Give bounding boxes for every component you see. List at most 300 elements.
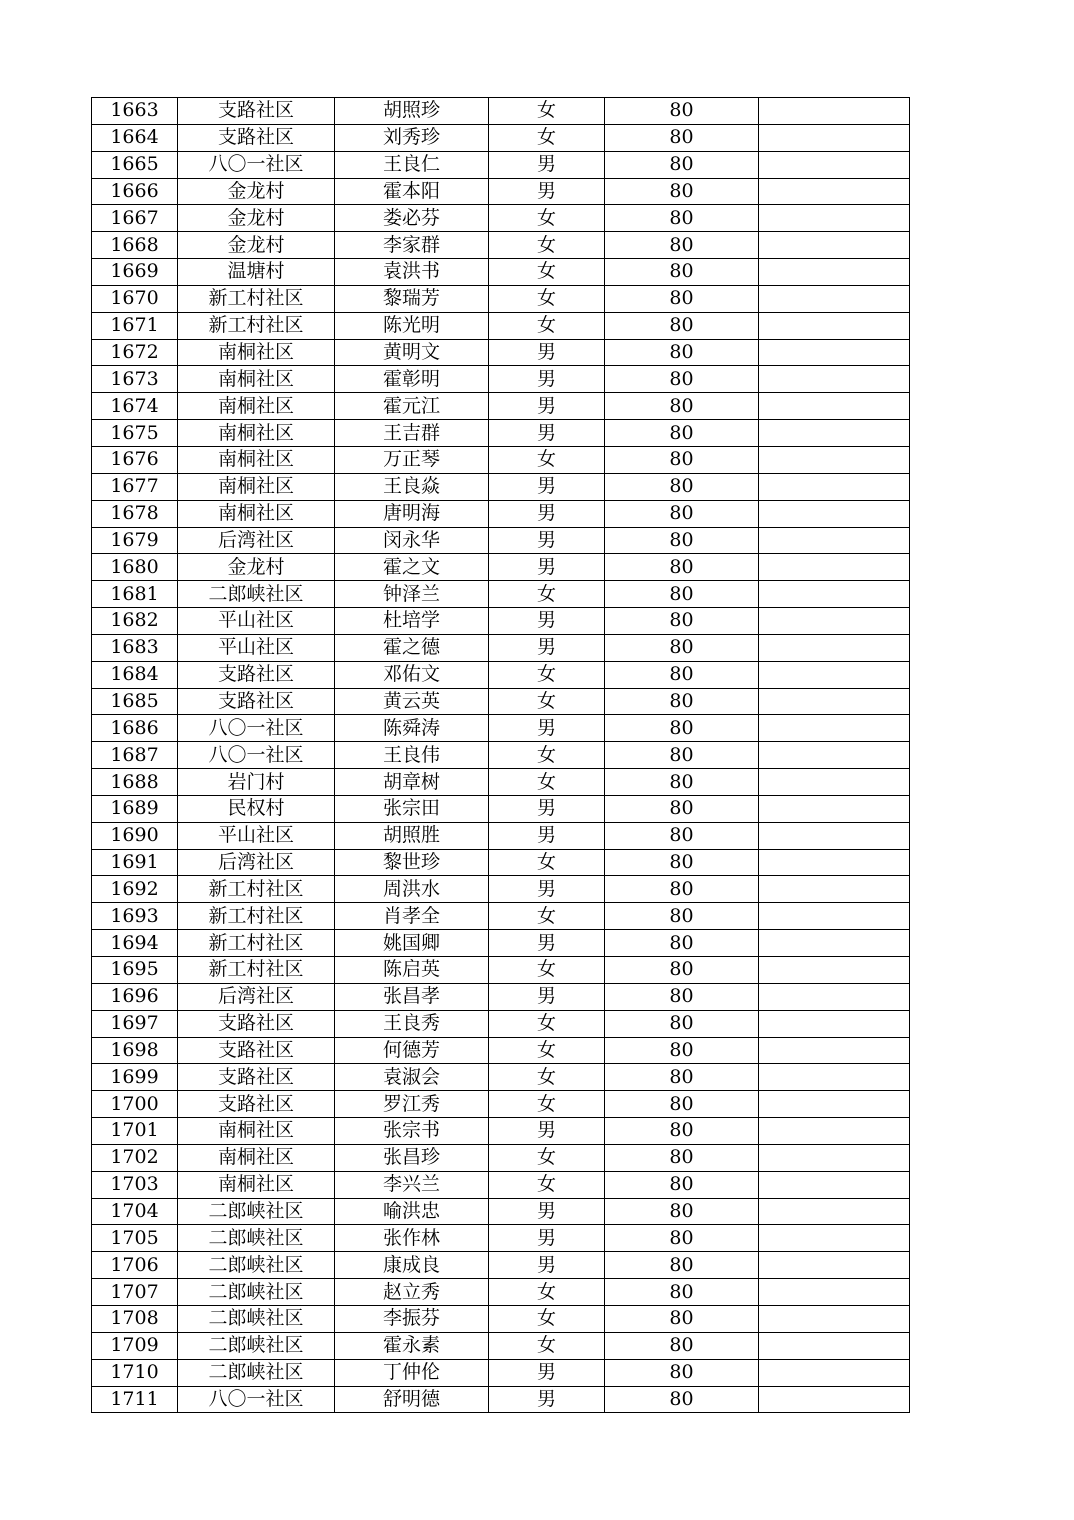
table-row (92, 285, 910, 312)
community-cell: 新工村社区 (178, 930, 335, 957)
community-cell: 南桐社区 (178, 500, 335, 527)
community-cell: 新工村社区 (178, 903, 335, 930)
remark-cell (759, 312, 910, 339)
serial-number-cell: 1706 (92, 1252, 178, 1279)
remark-cell (759, 1198, 910, 1225)
gender-cell: 女 (489, 1305, 605, 1332)
remark-cell (759, 849, 910, 876)
gender-cell: 女 (489, 446, 605, 473)
community-cell: 八〇一社区 (178, 151, 335, 178)
serial-number-cell: 1707 (92, 1279, 178, 1306)
remark-cell (759, 1091, 910, 1118)
gender-cell: 女 (489, 581, 605, 608)
community-cell: 南桐社区 (178, 473, 335, 500)
serial-number-cell: 1698 (92, 1037, 178, 1064)
table-row (92, 715, 910, 742)
remark-cell (759, 205, 910, 232)
serial-number-cell: 1693 (92, 903, 178, 930)
gender-cell: 女 (489, 903, 605, 930)
table-row (92, 1064, 910, 1091)
name-cell: 杜培学 (335, 608, 489, 635)
gender-cell: 男 (489, 366, 605, 393)
age-cell: 80 (605, 1171, 759, 1198)
table-row (92, 259, 910, 286)
community-cell: 南桐社区 (178, 420, 335, 447)
community-cell: 温塘村 (178, 259, 335, 286)
name-cell: 张作林 (335, 1225, 489, 1252)
age-cell: 80 (605, 366, 759, 393)
community-cell: 二郎峡社区 (178, 1225, 335, 1252)
table-row (92, 527, 910, 554)
community-cell: 南桐社区 (178, 1171, 335, 1198)
age-cell: 80 (605, 1144, 759, 1171)
table-row (92, 581, 910, 608)
serial-number-cell: 1677 (92, 473, 178, 500)
community-cell: 支路社区 (178, 1091, 335, 1118)
age-cell: 80 (605, 1359, 759, 1386)
gender-cell: 男 (489, 876, 605, 903)
remark-cell (759, 1010, 910, 1037)
remark-cell (759, 661, 910, 688)
remark-cell (759, 930, 910, 957)
age-cell: 80 (605, 1010, 759, 1037)
gender-cell: 男 (489, 930, 605, 957)
age-cell: 80 (605, 1064, 759, 1091)
age-cell: 80 (605, 1305, 759, 1332)
community-cell: 八〇一社区 (178, 742, 335, 769)
age-cell: 80 (605, 822, 759, 849)
table-row (92, 151, 910, 178)
gender-cell: 女 (489, 742, 605, 769)
serial-number-cell: 1663 (92, 98, 178, 125)
community-cell: 支路社区 (178, 1037, 335, 1064)
name-cell: 何德芳 (335, 1037, 489, 1064)
gender-cell: 女 (489, 1010, 605, 1037)
age-cell: 80 (605, 688, 759, 715)
remark-cell (759, 285, 910, 312)
gender-cell: 女 (489, 1332, 605, 1359)
remark-cell (759, 124, 910, 151)
age-cell: 80 (605, 634, 759, 661)
community-cell: 平山社区 (178, 608, 335, 635)
serial-number-cell: 1685 (92, 688, 178, 715)
community-cell: 二郎峡社区 (178, 581, 335, 608)
remark-cell (759, 1225, 910, 1252)
remark-cell (759, 1037, 910, 1064)
name-cell: 张昌孝 (335, 983, 489, 1010)
table-row (92, 446, 910, 473)
serial-number-cell: 1669 (92, 259, 178, 286)
serial-number-cell: 1670 (92, 285, 178, 312)
age-cell: 80 (605, 232, 759, 259)
name-cell: 陈光明 (335, 312, 489, 339)
table-row (92, 1198, 910, 1225)
name-cell: 霍永素 (335, 1332, 489, 1359)
name-cell: 胡照珍 (335, 98, 489, 125)
table-row (92, 930, 910, 957)
serial-number-cell: 1695 (92, 957, 178, 984)
name-cell: 陈舜涛 (335, 715, 489, 742)
name-cell: 周洪水 (335, 876, 489, 903)
age-cell: 80 (605, 1225, 759, 1252)
age-cell: 80 (605, 178, 759, 205)
age-cell: 80 (605, 876, 759, 903)
name-cell: 黄明文 (335, 339, 489, 366)
table-row (92, 1279, 910, 1306)
table-row (92, 205, 910, 232)
serial-number-cell: 1688 (92, 769, 178, 796)
remark-cell (759, 903, 910, 930)
gender-cell: 女 (489, 259, 605, 286)
serial-number-cell: 1710 (92, 1359, 178, 1386)
age-cell: 80 (605, 983, 759, 1010)
remark-cell (759, 232, 910, 259)
remark-cell (759, 1332, 910, 1359)
remark-cell (759, 742, 910, 769)
community-cell: 支路社区 (178, 98, 335, 125)
name-cell: 舒明德 (335, 1386, 489, 1413)
age-cell: 80 (605, 420, 759, 447)
gender-cell: 女 (489, 957, 605, 984)
remark-cell (759, 1359, 910, 1386)
table-row (92, 339, 910, 366)
age-cell: 80 (605, 930, 759, 957)
age-cell: 80 (605, 98, 759, 125)
community-cell: 二郎峡社区 (178, 1305, 335, 1332)
table-row (92, 500, 910, 527)
community-cell: 八〇一社区 (178, 1386, 335, 1413)
remark-cell (759, 500, 910, 527)
remark-cell (759, 527, 910, 554)
serial-number-cell: 1689 (92, 795, 178, 822)
gender-cell: 男 (489, 1225, 605, 1252)
age-cell: 80 (605, 473, 759, 500)
community-cell: 平山社区 (178, 634, 335, 661)
table-row (92, 742, 910, 769)
table-row (92, 554, 910, 581)
table-row (92, 1171, 910, 1198)
table-row (92, 366, 910, 393)
age-cell: 80 (605, 903, 759, 930)
community-cell: 后湾社区 (178, 983, 335, 1010)
table-row (92, 688, 910, 715)
community-cell: 南桐社区 (178, 339, 335, 366)
name-cell: 黎世珍 (335, 849, 489, 876)
serial-number-cell: 1681 (92, 581, 178, 608)
age-cell: 80 (605, 769, 759, 796)
serial-number-cell: 1682 (92, 608, 178, 635)
community-cell: 后湾社区 (178, 849, 335, 876)
table-row (92, 661, 910, 688)
serial-number-cell: 1679 (92, 527, 178, 554)
remark-cell (759, 769, 910, 796)
remark-cell (759, 1252, 910, 1279)
name-cell: 李家群 (335, 232, 489, 259)
age-cell: 80 (605, 1198, 759, 1225)
remark-cell (759, 688, 910, 715)
gender-cell: 男 (489, 500, 605, 527)
serial-number-cell: 1701 (92, 1118, 178, 1145)
age-cell: 80 (605, 285, 759, 312)
serial-number-cell: 1664 (92, 124, 178, 151)
name-cell: 钟泽兰 (335, 581, 489, 608)
community-cell: 新工村社区 (178, 876, 335, 903)
table-row (92, 1144, 910, 1171)
gender-cell: 女 (489, 1064, 605, 1091)
name-cell: 李兴兰 (335, 1171, 489, 1198)
community-cell: 金龙村 (178, 178, 335, 205)
community-cell: 二郎峡社区 (178, 1332, 335, 1359)
gender-cell: 男 (489, 634, 605, 661)
table-row (92, 957, 910, 984)
remark-cell (759, 393, 910, 420)
table-row (92, 608, 910, 635)
name-cell: 黄云英 (335, 688, 489, 715)
serial-number-cell: 1666 (92, 178, 178, 205)
community-cell: 南桐社区 (178, 1144, 335, 1171)
serial-number-cell: 1683 (92, 634, 178, 661)
table-row (92, 1225, 910, 1252)
name-cell: 霍彰明 (335, 366, 489, 393)
remark-cell (759, 554, 910, 581)
remark-cell (759, 1171, 910, 1198)
community-cell: 新工村社区 (178, 285, 335, 312)
age-cell: 80 (605, 1252, 759, 1279)
name-cell: 娄必芬 (335, 205, 489, 232)
name-cell: 赵立秀 (335, 1279, 489, 1306)
name-cell: 霍之文 (335, 554, 489, 581)
name-cell: 袁淑会 (335, 1064, 489, 1091)
serial-number-cell: 1672 (92, 339, 178, 366)
gender-cell: 男 (489, 1386, 605, 1413)
remark-cell (759, 1064, 910, 1091)
community-cell: 新工村社区 (178, 957, 335, 984)
name-cell: 丁仲伦 (335, 1359, 489, 1386)
name-cell: 王良伟 (335, 742, 489, 769)
remark-cell (759, 1305, 910, 1332)
gender-cell: 男 (489, 420, 605, 447)
table-row (92, 98, 910, 125)
remark-cell (759, 715, 910, 742)
serial-number-cell: 1687 (92, 742, 178, 769)
name-cell: 姚国卿 (335, 930, 489, 957)
community-cell: 金龙村 (178, 554, 335, 581)
community-cell: 新工村社区 (178, 312, 335, 339)
serial-number-cell: 1699 (92, 1064, 178, 1091)
serial-number-cell: 1708 (92, 1305, 178, 1332)
name-cell: 王良焱 (335, 473, 489, 500)
gender-cell: 女 (489, 1091, 605, 1118)
table-row (92, 1252, 910, 1279)
age-cell: 80 (605, 1279, 759, 1306)
name-cell: 喻洪忠 (335, 1198, 489, 1225)
table-row (92, 822, 910, 849)
gender-cell: 女 (489, 661, 605, 688)
serial-number-cell: 1676 (92, 446, 178, 473)
name-cell: 陈启英 (335, 957, 489, 984)
table-row (92, 312, 910, 339)
serial-number-cell: 1673 (92, 366, 178, 393)
table-row (92, 849, 910, 876)
roster-body (92, 98, 910, 1413)
community-cell: 支路社区 (178, 688, 335, 715)
gender-cell: 女 (489, 232, 605, 259)
remark-cell (759, 983, 910, 1010)
table-row (92, 124, 910, 151)
gender-cell: 男 (489, 715, 605, 742)
age-cell: 80 (605, 312, 759, 339)
age-cell: 80 (605, 1332, 759, 1359)
remark-cell (759, 1279, 910, 1306)
community-cell: 二郎峡社区 (178, 1252, 335, 1279)
table-row (92, 1091, 910, 1118)
age-cell: 80 (605, 151, 759, 178)
age-cell: 80 (605, 500, 759, 527)
remark-cell (759, 634, 910, 661)
gender-cell: 男 (489, 822, 605, 849)
remark-cell (759, 1144, 910, 1171)
remark-cell (759, 259, 910, 286)
name-cell: 霍元江 (335, 393, 489, 420)
serial-number-cell: 1668 (92, 232, 178, 259)
community-cell: 二郎峡社区 (178, 1198, 335, 1225)
serial-number-cell: 1667 (92, 205, 178, 232)
remark-cell (759, 876, 910, 903)
remark-cell (759, 446, 910, 473)
remark-cell (759, 98, 910, 125)
serial-number-cell: 1671 (92, 312, 178, 339)
age-cell: 80 (605, 393, 759, 420)
table-row (92, 983, 910, 1010)
age-cell: 80 (605, 339, 759, 366)
table-row (92, 634, 910, 661)
community-cell: 南桐社区 (178, 1118, 335, 1145)
gender-cell: 男 (489, 795, 605, 822)
age-cell: 80 (605, 1037, 759, 1064)
age-cell: 80 (605, 715, 759, 742)
serial-number-cell: 1709 (92, 1332, 178, 1359)
remark-cell (759, 608, 910, 635)
age-cell: 80 (605, 1091, 759, 1118)
table-row (92, 876, 910, 903)
serial-number-cell: 1711 (92, 1386, 178, 1413)
remark-cell (759, 1386, 910, 1413)
age-cell: 80 (605, 205, 759, 232)
age-cell: 80 (605, 1118, 759, 1145)
name-cell: 王吉群 (335, 420, 489, 447)
age-cell: 80 (605, 1386, 759, 1413)
name-cell: 张宗田 (335, 795, 489, 822)
gender-cell: 男 (489, 178, 605, 205)
remark-cell (759, 178, 910, 205)
gender-cell: 男 (489, 339, 605, 366)
gender-cell: 男 (489, 473, 605, 500)
table-row (92, 1386, 910, 1413)
gender-cell: 女 (489, 1144, 605, 1171)
table-row (92, 795, 910, 822)
remark-cell (759, 366, 910, 393)
gender-cell: 女 (489, 688, 605, 715)
gender-cell: 男 (489, 1198, 605, 1225)
age-cell: 80 (605, 527, 759, 554)
name-cell: 李振芬 (335, 1305, 489, 1332)
serial-number-cell: 1690 (92, 822, 178, 849)
gender-cell: 女 (489, 849, 605, 876)
table-row (92, 232, 910, 259)
name-cell: 胡章树 (335, 769, 489, 796)
name-cell: 肖孝全 (335, 903, 489, 930)
gender-cell: 女 (489, 1037, 605, 1064)
name-cell: 唐明海 (335, 500, 489, 527)
table-row (92, 1118, 910, 1145)
age-cell: 80 (605, 661, 759, 688)
name-cell: 张昌珍 (335, 1144, 489, 1171)
serial-number-cell: 1675 (92, 420, 178, 447)
age-cell: 80 (605, 957, 759, 984)
community-cell: 民权村 (178, 795, 335, 822)
gender-cell: 女 (489, 312, 605, 339)
name-cell: 霍之德 (335, 634, 489, 661)
remark-cell (759, 957, 910, 984)
table-row (92, 1305, 910, 1332)
name-cell: 王良秀 (335, 1010, 489, 1037)
serial-number-cell: 1697 (92, 1010, 178, 1037)
name-cell: 万正琴 (335, 446, 489, 473)
remark-cell (759, 420, 910, 447)
table-row (92, 1037, 910, 1064)
serial-number-cell: 1703 (92, 1171, 178, 1198)
serial-number-cell: 1674 (92, 393, 178, 420)
name-cell: 霍本阳 (335, 178, 489, 205)
name-cell: 康成良 (335, 1252, 489, 1279)
table-row (92, 473, 910, 500)
serial-number-cell: 1694 (92, 930, 178, 957)
name-cell: 邓佑文 (335, 661, 489, 688)
community-cell: 支路社区 (178, 124, 335, 151)
gender-cell: 男 (489, 1252, 605, 1279)
remark-cell (759, 151, 910, 178)
remark-cell (759, 1118, 910, 1145)
table-row (92, 1359, 910, 1386)
name-cell: 胡照胜 (335, 822, 489, 849)
serial-number-cell: 1691 (92, 849, 178, 876)
community-cell: 二郎峡社区 (178, 1359, 335, 1386)
remark-cell (759, 339, 910, 366)
remark-cell (759, 795, 910, 822)
community-cell: 二郎峡社区 (178, 1279, 335, 1306)
gender-cell: 男 (489, 554, 605, 581)
age-cell: 80 (605, 554, 759, 581)
gender-cell: 女 (489, 285, 605, 312)
serial-number-cell: 1684 (92, 661, 178, 688)
remark-cell (759, 473, 910, 500)
community-cell: 金龙村 (178, 232, 335, 259)
serial-number-cell: 1705 (92, 1225, 178, 1252)
name-cell: 王良仁 (335, 151, 489, 178)
serial-number-cell: 1702 (92, 1144, 178, 1171)
gender-cell: 女 (489, 769, 605, 796)
age-cell: 80 (605, 446, 759, 473)
community-cell: 后湾社区 (178, 527, 335, 554)
community-cell: 支路社区 (178, 1064, 335, 1091)
serial-number-cell: 1692 (92, 876, 178, 903)
community-cell: 八〇一社区 (178, 715, 335, 742)
remark-cell (759, 822, 910, 849)
serial-number-cell: 1678 (92, 500, 178, 527)
name-cell: 刘秀珍 (335, 124, 489, 151)
table-row (92, 420, 910, 447)
age-cell: 80 (605, 124, 759, 151)
